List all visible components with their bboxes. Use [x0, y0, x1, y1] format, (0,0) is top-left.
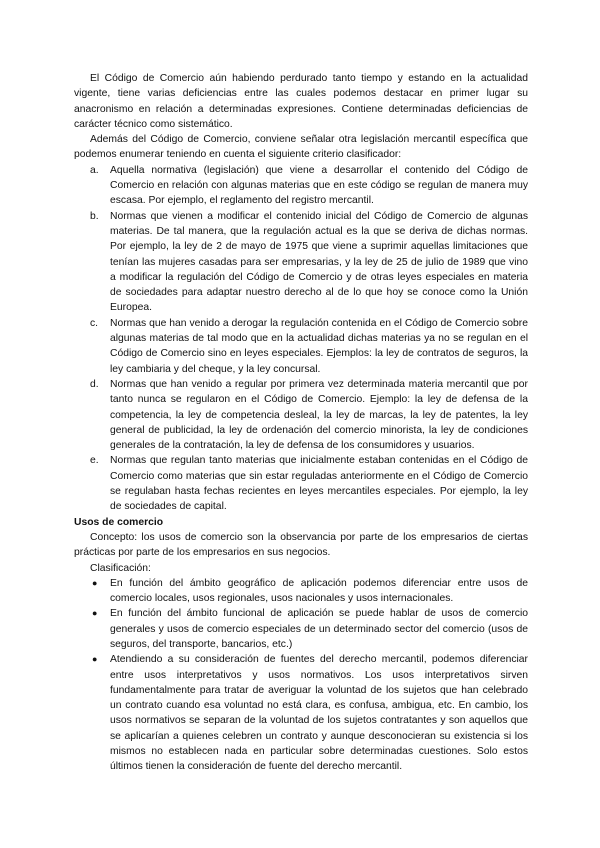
- list-item: [74, 377, 528, 453]
- list-item: [74, 316, 528, 377]
- list-item: [74, 576, 528, 607]
- list-item-text: Aquella normativa (legislación) que viene a desarrollar el contenido del Código de Comercio en relación con algunas materias que en este código se regulan de manera muy escasa. Por ejemplo, el reglamento del registro mercantil.: [110, 164, 528, 207]
- list-marker: a.: [90, 164, 99, 176]
- list-item-text: En función del ámbito funcional de aplicación se puede hablar de usos de comercio generales y usos de comercio especiales de un determinado sector del comercio (usos de seguros, del transporte, bancarios, etc.): [110, 608, 528, 650]
- list-item: [74, 606, 528, 652]
- list-item-text: Normas que regulan tanto materias que inicialmente estaban contenidas en el Código de Comercio como materias que sin estar reguladas anteriormente en el Código de Comercio se regulaban hasta fechas recientes en leyes mercantiles especiales. Por ejemplo, la ley de sociedades de capital.: [110, 455, 528, 513]
- paragraph-legislacion: Además del Código de Comercio, conviene señalar otra legislación mercantil específica que podemos enumerar teniendo en cuenta el siguiente criterio clasificador:: [74, 134, 528, 161]
- document-page: [74, 71, 528, 775]
- list-marker: d.: [90, 378, 99, 390]
- list-item-text: Atendiendo a su consideración de fuentes del derecho mercantil, podemos diferenciar entre usos interpretativos y usos normativos. Los usos interpretativos sirven fundamentalmente para tratar de averiguar la voluntad de los sujetos que han celebrado un contrato cuando esa voluntad no está clara, es confusa, ambigua, etc. En cambio, los usos normativos se separan de la voluntad de los sujetos contratantes y son aquellos que se aplicarían a quienes celebren un contrato y aunque desconocieran su existencia si los mismos no establecen nada en particular sobre determinadas cuestiones. Solo estos últimos tienen la consideración de fuente del derecho mercantil.: [110, 654, 528, 773]
- paragraph-concepto: Concepto: los usos de comercio son la observancia por parte de los empresarios de ciertas prácticas por parte de los empresarios en sus negocios.: [74, 531, 528, 559]
- bullet-icon: ●: [92, 577, 98, 588]
- list-item: [74, 453, 528, 514]
- section-heading: Usos de comercio: [74, 516, 164, 528]
- list-item-text: Normas que han venido a regular por primera vez determinada materia mercantil que por tanto nunca se regularon en el Código de Comercio. Ejemplo: la ley de defensa de la competencia, la ley de competencia desleal, la ley de marcas, la ley de patentes, la ley general de publicidad, la ley de ordenación del comercio minorista, la ley de condiciones generales de la contratación, la ley de defensa de los consumidores y usuarios.: [110, 378, 528, 452]
- bullet-list: [74, 576, 528, 775]
- bullet-icon: ●: [92, 654, 98, 665]
- list-item: [74, 652, 528, 774]
- list-item-text: En función del ámbito geográfico de aplicación podemos diferenciar entre usos de comercio locales, usos regionales, usos nacionales y usos internacionales.: [110, 577, 528, 605]
- bullet-icon: ●: [92, 608, 98, 619]
- classification-label: Clasificación:: [90, 562, 151, 574]
- paragraph-deficiencias: El Código de Comercio aún habiendo perdurado tanto tiempo y estando en la actualidad vigente, tiene varias deficiencias entre las cuales podemos destacar en primer lugar su anacronismo en relación a determinadas expresiones. Contiene determinadas deficiencias de carácter técnico como sistemático.: [74, 73, 528, 130]
- lettered-list: [74, 163, 528, 515]
- list-item-text: Normas que han venido a derogar la regulación contenida en el Código de Comercio sobre algunas materias de tal modo que en la actualidad dichas materias ya no se regulan en el Código de Comercio sino en leyes especiales. Ejemplos: la ley de contratos de seguros, la ley cambiaria y del cheque, y la ley concursal.: [110, 317, 528, 375]
- list-item: [74, 163, 528, 209]
- list-item: [74, 209, 528, 316]
- list-item-text: Normas que vienen a modificar el contenido inicial del Código de Comercio de algunas materias. De tal manera, que la regulación actual es la que se deriva de dichas normas. Por ejemplo, la ley de 2 de mayo de 1975 que viene a suprimir aquellas limitaciones que tenían las mujeres casadas para ser empresarias, y la ley de 25 de julio de 1989 que vino a modificar la regulación del Código de Comercio y de otras leyes especiales en materia de sociedades para adaptar nuestro derecho al de lo que hoy se conoce como la Unión Europea.: [110, 210, 528, 314]
- list-marker: b.: [90, 210, 99, 222]
- list-marker: c.: [90, 317, 99, 329]
- list-marker: e.: [90, 455, 99, 467]
